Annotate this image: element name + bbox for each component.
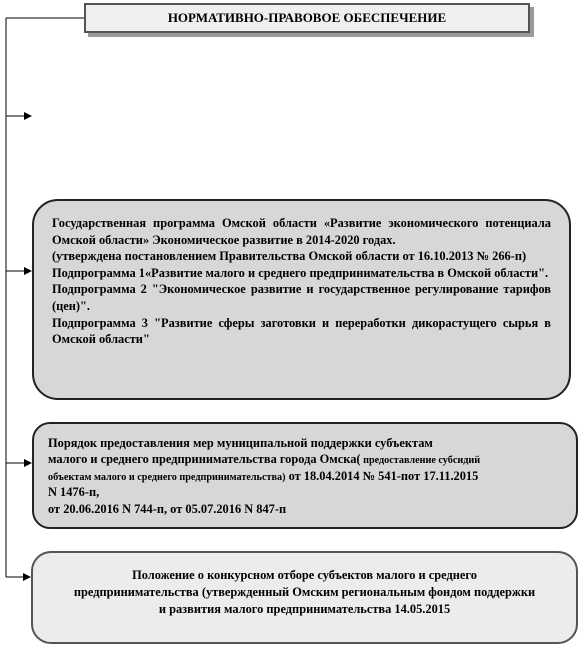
program-line-2: (утверждена постановлением Правительства Омской области от 16.10.2013 № 266-п) xyxy=(52,249,527,264)
regulation-line-1: Положение о конкурсном отборе субъектов малого и среднего xyxy=(132,568,477,582)
order-line-3-main: от 18.04.2014 № 541-пот 17.11.2015 xyxy=(285,468,479,483)
title-box xyxy=(84,3,530,33)
order-line-4: N 1476-п, xyxy=(48,485,100,500)
order-line-3-small: объектам малого и среднего предпринимательства) xyxy=(48,471,286,483)
program-line-1: Государственная программа Омской области «Развитие экономического потенциала Омской области» Экономическое развитие в 2014-2020 годах. xyxy=(52,216,551,247)
order-line-2 xyxy=(48,451,562,467)
regulation-line-3: и развития малого предпринимательства 14.05.2015 xyxy=(158,602,451,617)
arrowhead-3 xyxy=(24,459,32,467)
support-order-box xyxy=(32,422,578,529)
regulation-box xyxy=(31,551,578,644)
title-text: НОРМАТИВНО-ПРАВОВОЕ ОБЕСПЕЧЕНИЕ xyxy=(167,10,447,25)
program-line-4: Подпрограмма 2 "Экономическое развитие и государственное регулирование тарифов (цен)". xyxy=(52,282,551,314)
arrowhead-2 xyxy=(24,267,32,275)
program-line-3: Подпрограмма 1«Развитие малого и среднего предпринимательства в Омской области". xyxy=(52,265,549,280)
arrowhead-4 xyxy=(23,573,31,581)
order-line-2-small: предоставление субсидий xyxy=(360,455,481,467)
program-line-5: Подпрограмма 3 "Развитие сферы заготовки и переработки дикорастущего сырья в Омской области" xyxy=(52,315,551,347)
order-line-3 xyxy=(48,468,562,484)
order-line-5: от 20.06.2016 N 744-п, от 05.07.2016 N 847-п xyxy=(48,501,287,516)
order-line-1: Порядок предоставления мер муниципальной поддержки субъектам xyxy=(48,436,433,450)
state-program-box xyxy=(32,199,571,400)
regulation-line-2: предпринимательства (утвержденный Омским региональным фондом поддержки xyxy=(73,585,536,600)
order-line-2-main: малого и среднего предпринимательства города Омска( xyxy=(48,452,361,467)
arrowhead-1 xyxy=(24,112,32,120)
